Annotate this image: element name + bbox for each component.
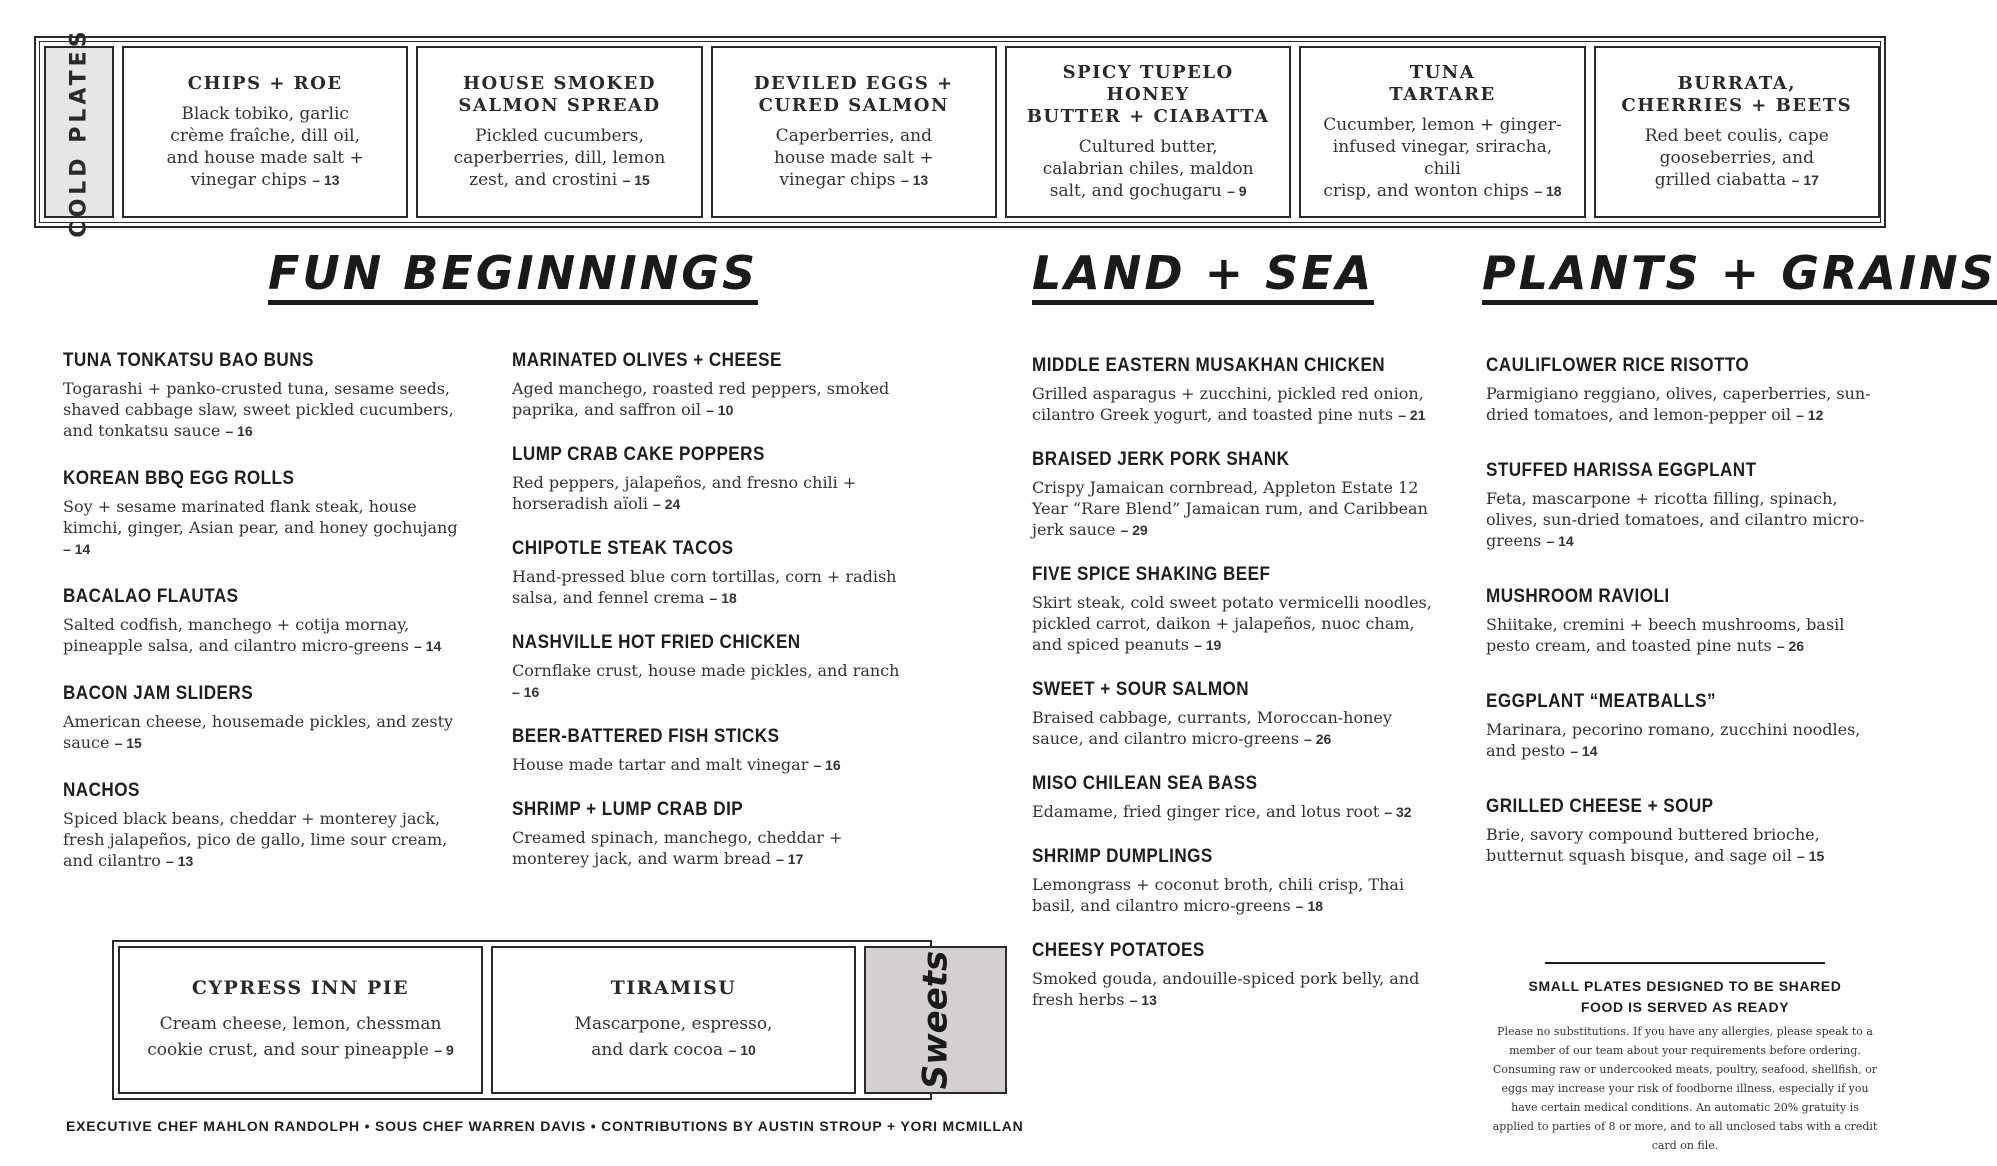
menu-item xyxy=(512,538,912,609)
sweets-label-box xyxy=(864,946,1007,1094)
cold-plate-card xyxy=(122,46,408,218)
price: – 15 xyxy=(114,735,142,751)
menu-item xyxy=(63,586,463,657)
sweet-card xyxy=(118,946,483,1094)
notice-line-2: FOOD IS SERVED AS READY xyxy=(1580,999,1790,1015)
menu-item-name: MUSHROOM RAVIOLI xyxy=(1486,586,1670,607)
price: – 26 xyxy=(1776,638,1805,654)
notice-divider xyxy=(1545,962,1825,964)
plants-grains-column xyxy=(1486,355,1886,867)
price: – 21 xyxy=(1398,407,1426,423)
price: – 24 xyxy=(653,496,681,512)
cold-plate-title: CHIPS + ROE xyxy=(187,73,343,94)
menu-item-desc: Red peppers, jalapeños, and fresno chili + horseradish aïoli – 24 xyxy=(512,473,857,513)
menu-item-name: CAULIFLOWER RICE RISOTTO xyxy=(1486,355,1750,376)
price: – 9 xyxy=(1227,183,1247,199)
plants-grains-heading: PLANTS + GRAINS xyxy=(1482,248,1997,305)
menu-item-desc: American cheese, housemade pickles, and zesty sauce – 15 xyxy=(63,712,454,752)
menu-item-desc: Aged manchego, roasted red peppers, smoked paprika, and saffron oil – 10 xyxy=(512,379,890,419)
cold-plates-cards xyxy=(122,42,1880,222)
price: – 14 xyxy=(63,541,91,557)
notice-body: Please no substitutions. If you have any allergies, please speak to a member of our team about your requirements before ordering. Consuming raw or undercooked meats, poultry, seafood, shellfish, or eggs may increase your risk of foodborne illness, especially if you have certain medical conditions. An automatic 20% gratuity is applied to parties of 8 or more, and to all unclosed tabs with a credit card on file. xyxy=(1492,1025,1878,1152)
price: – 18 xyxy=(709,590,737,606)
price: – 17 xyxy=(776,851,804,867)
sweet-title: TIRAMISU xyxy=(610,977,737,999)
price: – 14 xyxy=(414,638,442,654)
cold-plates-label-box xyxy=(44,26,114,238)
price: – 17 xyxy=(1791,172,1819,188)
cold-plate-card xyxy=(416,46,702,218)
cold-plate-title: BURRATA, CHERRIES + BEETS xyxy=(1621,73,1853,116)
price: – 13 xyxy=(1129,992,1157,1008)
sweet-desc: Mascarpone, espresso, and dark cocoa – 10 xyxy=(574,1014,773,1060)
sweet-card xyxy=(491,946,856,1094)
menu-item-desc: Skirt steak, cold sweet potato vermicelli noodles, pickled carrot, daikon + jalapeños, nuoc cham, and spiced peanuts – 19 xyxy=(1032,593,1432,654)
price: – 15 xyxy=(622,172,650,188)
menu-item-desc: Togarashi + panko-crusted tuna, sesame seeds, shaved cabbage slaw, sweet pickled cucumbers, and tonkatsu sauce – 16 xyxy=(63,379,454,440)
menu-item-name: LUMP CRAB CAKE POPPERS xyxy=(512,444,765,465)
menu-item-desc: Marinara, pecorino romano, zucchini noodles, and pesto – 14 xyxy=(1486,720,1861,760)
cold-plate-desc: Red beet coulis, cape gooseberries, and grilled ciabatta – 17 xyxy=(1644,126,1829,190)
price: – 26 xyxy=(1304,731,1332,747)
menu-item-desc: House made tartar and malt vinegar – 16 xyxy=(512,755,841,774)
land-sea-column xyxy=(1032,355,1432,1011)
menu-item xyxy=(63,350,463,442)
menu-item-desc: Cornflake crust, house made pickles, and ranch – 16 xyxy=(512,661,900,700)
menu-item-name: MARINATED OLIVES + CHEESE xyxy=(512,350,782,371)
menu-item-desc: Feta, mascarpone + ricotta filling, spinach, olives, sun-dried tomatoes, and cilantro micro-greens – 14 xyxy=(1486,489,1865,550)
land-sea-heading: LAND + SEA xyxy=(1032,248,1374,305)
price: – 16 xyxy=(813,757,841,773)
price: – 32 xyxy=(1384,804,1412,820)
menu-item xyxy=(512,350,912,421)
menu-item xyxy=(63,468,463,560)
price: – 13 xyxy=(166,853,194,869)
cold-plate-title: TUNA TARTARE xyxy=(1389,62,1496,105)
price: – 13 xyxy=(900,172,929,188)
cold-plate-desc: Pickled cucumbers, caperberries, dill, lemon zest, and crostini – 15 xyxy=(453,126,666,190)
menu-item-name: NASHVILLE HOT FRIED CHICKEN xyxy=(512,632,801,653)
price: – 15 xyxy=(1796,848,1825,864)
price: – 13 xyxy=(312,172,340,188)
menu-item-desc: Brie, savory compound buttered brioche, butternut squash bisque, and sage oil – 15 xyxy=(1486,825,1825,865)
menu-item xyxy=(512,726,912,776)
menu-item-name: BACALAO FLAUTAS xyxy=(63,586,239,607)
cold-plate-card xyxy=(1299,46,1585,218)
price: – 18 xyxy=(1534,183,1562,199)
cold-plates-section xyxy=(34,26,1886,238)
price: – 12 xyxy=(1796,407,1824,423)
menu-item xyxy=(1032,940,1432,1011)
notice-line-1: SMALL PLATES DESIGNED TO BE SHARED xyxy=(1528,978,1842,994)
menu-item xyxy=(1032,773,1432,823)
price: – 18 xyxy=(1295,898,1324,914)
fun-beginnings-heading: FUN BEGINNINGS xyxy=(268,248,758,305)
menu-item xyxy=(1486,796,1886,867)
menu-item-desc: Grilled asparagus + zucchini, pickled red onion, cilantro Greek yogurt, and toasted pine nuts – 21 xyxy=(1032,384,1426,424)
menu-item-name: MIDDLE EASTERN MUSAKHAN CHICKEN xyxy=(1032,355,1386,376)
fun-beginnings-column-2 xyxy=(512,350,912,870)
menu-item xyxy=(512,444,912,515)
cold-plate-card xyxy=(1005,46,1291,218)
menu-item-desc: Lemongrass + coconut broth, chili crisp, Thai basil, and cilantro micro-greens – 18 xyxy=(1032,875,1405,915)
chef-credits: EXECUTIVE CHEF MAHLON RANDOLPH • SOUS CHEF WARREN DAVIS • CONTRIBUTIONS BY AUSTIN STROUP + YORI MCMILLAN xyxy=(66,1118,1024,1134)
menu-item xyxy=(1486,586,1886,657)
cold-plates-label: COLD PLATES xyxy=(66,26,92,238)
menu-item xyxy=(512,632,912,703)
menu-item-name: CHIPOTLE STEAK TACOS xyxy=(512,538,734,559)
fun-beginnings-column-1 xyxy=(63,350,463,872)
menu-item xyxy=(1032,449,1432,541)
menu-item xyxy=(1032,564,1432,656)
menu-item-desc: Soy + sesame marinated flank steak, house kimchi, ginger, Asian pear, and honey gochujang – 14 xyxy=(63,497,458,557)
price: – 14 xyxy=(1546,533,1574,549)
cold-plate-desc: Caperberries, and house made salt + vinegar chips – 13 xyxy=(773,126,934,190)
menu-item-desc: Edamame, fried ginger rice, and lotus root – 32 xyxy=(1032,802,1412,821)
menu-item-desc: Shiitake, cremini + beech mushrooms, basil pesto cream, and toasted pine nuts – 26 xyxy=(1486,615,1845,655)
menu-item xyxy=(63,780,463,872)
cold-plate-card xyxy=(1594,46,1880,218)
menu-item-name: GRILLED CHEESE + SOUP xyxy=(1486,796,1714,817)
price: – 29 xyxy=(1120,522,1148,538)
menu-item-desc: Salted codfish, manchego + cotija mornay, pineapple salsa, and cilantro micro-greens – 14 xyxy=(63,615,442,655)
menu-item-name: MISO CHILEAN SEA BASS xyxy=(1032,773,1258,794)
menu-item xyxy=(1032,355,1432,426)
menu-item-desc: Braised cabbage, currants, Moroccan-honey sauce, and cilantro micro-greens – 26 xyxy=(1032,708,1392,748)
menu-item-name: SHRIMP + LUMP CRAB DIP xyxy=(512,799,744,820)
menu-item xyxy=(1032,679,1432,750)
price: – 19 xyxy=(1194,637,1222,653)
menu-item-name: KOREAN BBQ EGG ROLLS xyxy=(63,468,295,489)
cold-plate-desc: Black tobiko, garlic crème fraîche, dill oil, and house made salt + vinegar chips – 13 xyxy=(166,104,364,190)
price: – 10 xyxy=(728,1042,756,1058)
menu-item xyxy=(1486,691,1886,762)
sweet-desc: Cream cheese, lemon, chessman cookie crust, and sour pineapple – 9 xyxy=(147,1014,454,1060)
menu-item xyxy=(1032,846,1432,917)
menu-item-name: STUFFED HARISSA EGGPLANT xyxy=(1486,460,1757,481)
menu-item-desc: Hand-pressed blue corn tortillas, corn + radish salsa, and fennel crema – 18 xyxy=(512,567,897,607)
cold-plate-card xyxy=(711,46,997,218)
menu-item xyxy=(1486,355,1886,426)
cold-plate-title: DEVILED EGGS + CURED SALMON xyxy=(753,73,954,116)
menu-item-desc: Crispy Jamaican cornbread, Appleton Estate 12 Year “Rare Blend” Jamaican rum, and Caribbean jerk sauce – 29 xyxy=(1032,478,1428,539)
menu-item-name: EGGPLANT “MEATBALLS” xyxy=(1486,691,1717,712)
cold-plate-desc: Cucumber, lemon + ginger- infused vinegar, sriracha, chili crisp, and wonton chips – 18 xyxy=(1323,115,1562,201)
menu-item-desc: Spiced black beans, cheddar + monterey jack, fresh jalapeños, pico de gallo, lime sour cream, and cilantro – 13 xyxy=(63,809,448,870)
price: – 16 xyxy=(512,684,540,700)
menu-item-name: SWEET + SOUR SALMON xyxy=(1032,679,1250,700)
menu-item-name: TUNA TONKATSU BAO BUNS xyxy=(63,350,314,371)
cold-plate-title: SPICY TUPELO HONEY BUTTER + CIABATTA xyxy=(1026,62,1270,127)
price: – 10 xyxy=(706,402,734,418)
menu-item-name: NACHOS xyxy=(63,780,140,801)
menu-item xyxy=(1486,460,1886,552)
menu-item-name: FIVE SPICE SHAKING BEEF xyxy=(1032,564,1271,585)
menu-item-name: BRAISED JERK PORK SHANK xyxy=(1032,449,1290,470)
menu-item-desc: Parmigiano reggiano, olives, caperberries, sun-dried tomatoes, and lemon-pepper oil – 12 xyxy=(1486,384,1871,424)
menu-item xyxy=(512,799,912,870)
price: – 9 xyxy=(434,1042,454,1058)
cold-plate-desc: Cultured butter, calabrian chiles, maldon salt, and gochugaru – 9 xyxy=(1042,137,1254,201)
cold-plate-title: HOUSE SMOKED SALMON SPREAD xyxy=(458,73,661,116)
menu-item-desc: Creamed spinach, manchego, cheddar + monterey jack, and warm bread – 17 xyxy=(512,828,843,868)
menu-item-name: BACON JAM SLIDERS xyxy=(63,683,254,704)
price: – 16 xyxy=(225,423,253,439)
sweets-section xyxy=(112,940,956,1100)
sweets-label: Sweets xyxy=(915,950,956,1090)
menu-item-name: CHEESY POTATOES xyxy=(1032,940,1205,961)
dining-notice xyxy=(1490,962,1880,1155)
sweet-title: CYPRESS INN PIE xyxy=(191,977,410,999)
menu-item xyxy=(63,683,463,754)
menu-item-name: BEER-BATTERED FISH STICKS xyxy=(512,726,780,747)
menu-item-name: SHRIMP DUMPLINGS xyxy=(1032,846,1213,867)
menu-item-desc: Smoked gouda, andouille-spiced pork belly, and fresh herbs – 13 xyxy=(1032,969,1420,1009)
price: – 14 xyxy=(1570,743,1598,759)
